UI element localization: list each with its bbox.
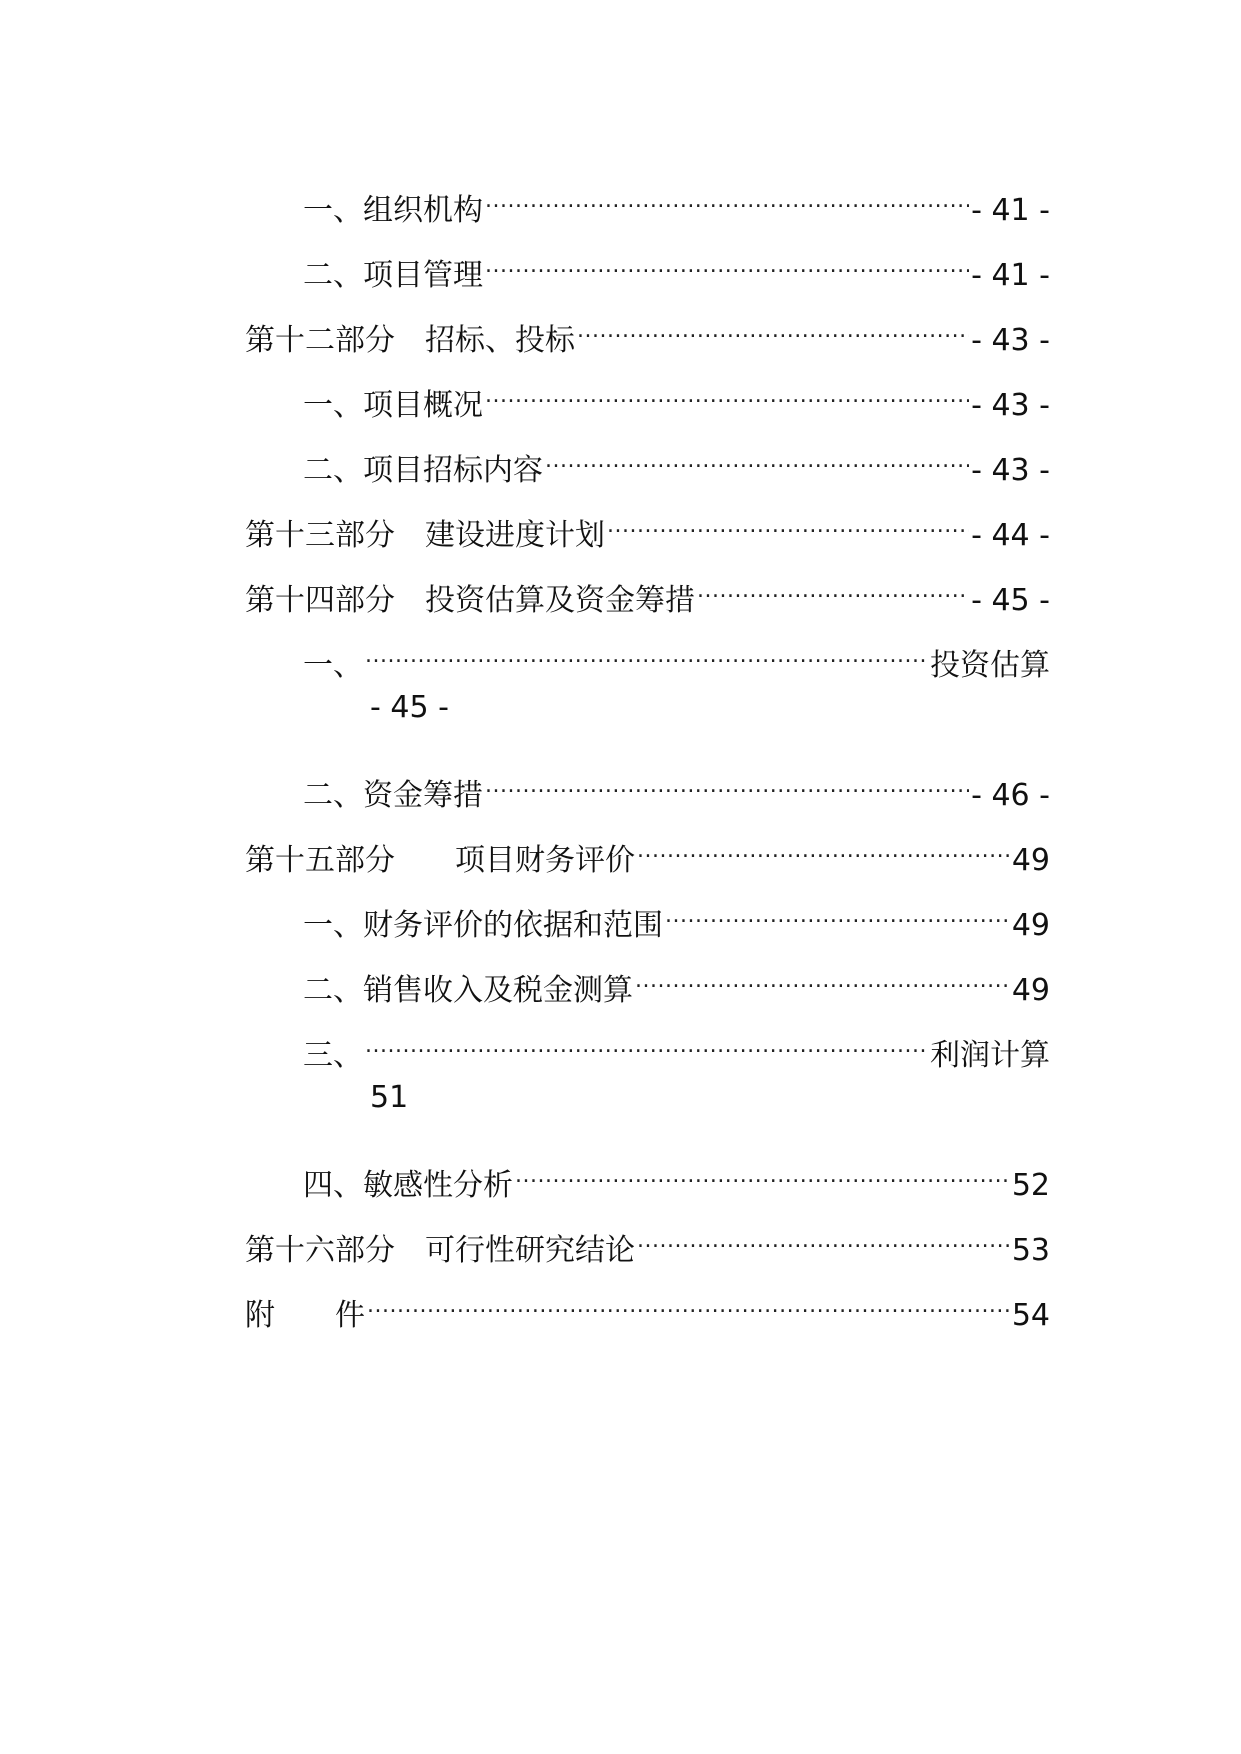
table-of-contents: [245, 155, 1050, 1333]
toc-entry-label: 第十三部分 建设进度计划: [245, 518, 605, 553]
dot-leader: [607, 480, 969, 545]
toc-entry-title-tail: 利润计算: [930, 1038, 1050, 1073]
dot-leader: [637, 805, 1010, 870]
dot-leader: [365, 1000, 928, 1065]
dot-leader: [367, 1260, 1010, 1325]
dot-leader: [365, 610, 928, 675]
toc-entry-label: 四、敏感性分析: [303, 1168, 513, 1203]
toc-entry-label: 二、资金筹措: [303, 778, 483, 813]
toc-entry-page: 53: [1011, 1233, 1050, 1268]
dot-leader: [637, 1195, 1010, 1260]
dot-leader: [515, 1130, 1010, 1195]
toc-entry-wrapped-page: - 45 -: [370, 690, 449, 725]
toc-entry-page: - 44 -: [971, 518, 1050, 553]
dot-leader: [485, 220, 969, 285]
toc-entry-page: 49: [1011, 908, 1050, 943]
toc-entry-invest[interactable]: [245, 610, 1050, 683]
toc-entry-page: - 43 -: [971, 388, 1050, 423]
dot-leader: [485, 740, 969, 805]
toc-entry-page: 49: [1011, 843, 1050, 878]
toc-entry-funding[interactable]: [245, 740, 1050, 813]
dot-leader: [577, 285, 969, 350]
toc-entry-label: 三、: [303, 1038, 363, 1073]
toc-entry-title-tail: 投资估算: [930, 648, 1050, 683]
toc-entry-label: 二、项目招标内容: [303, 453, 543, 488]
dot-leader: [665, 870, 1010, 935]
toc-entry-label: 一、组织机构: [303, 193, 483, 228]
toc-entry-profit[interactable]: [245, 1000, 1050, 1073]
dot-leader: [545, 415, 969, 480]
toc-entry-label: 一、财务评价的依据和范围: [303, 908, 663, 943]
toc-entry-wrapped-page: 51: [370, 1080, 409, 1115]
toc-entry-page: - 43 -: [971, 453, 1050, 488]
toc-entry-page: - 45 -: [971, 583, 1050, 618]
toc-entry-page: - 43 -: [971, 323, 1050, 358]
dot-leader: [635, 935, 1010, 1000]
toc-entry-page: 49: [1011, 973, 1050, 1008]
toc-entry-label: 第十六部分 可行性研究结论: [245, 1233, 635, 1268]
toc-entry-label: 一、: [303, 648, 363, 683]
toc-entry-label: 第十四部分 投资估算及资金筹措: [245, 583, 695, 618]
dot-leader: [697, 545, 969, 610]
toc-entry-label: 第十二部分 招标、投标: [245, 323, 575, 358]
toc-entry-label: 附 件: [245, 1298, 365, 1333]
toc-entry-page: - 41 -: [971, 258, 1050, 293]
toc-entry-label: 第十五部分 项目财务评价: [245, 843, 635, 878]
toc-entry-page: - 46 -: [971, 778, 1050, 813]
toc-entry-page: - 41 -: [971, 193, 1050, 228]
toc-entry-org[interactable]: [245, 155, 1050, 228]
toc-entry-label: 二、项目管理: [303, 258, 483, 293]
dot-leader: [485, 350, 969, 415]
dot-leader: [485, 155, 969, 220]
toc-entry-page: 52: [1011, 1168, 1050, 1203]
toc-entry-label: 一、项目概况: [303, 388, 483, 423]
toc-entry-label: 二、销售收入及税金测算: [303, 973, 633, 1008]
toc-entry-sensitivity[interactable]: [245, 1130, 1050, 1203]
toc-entry-page: 54: [1011, 1298, 1050, 1333]
